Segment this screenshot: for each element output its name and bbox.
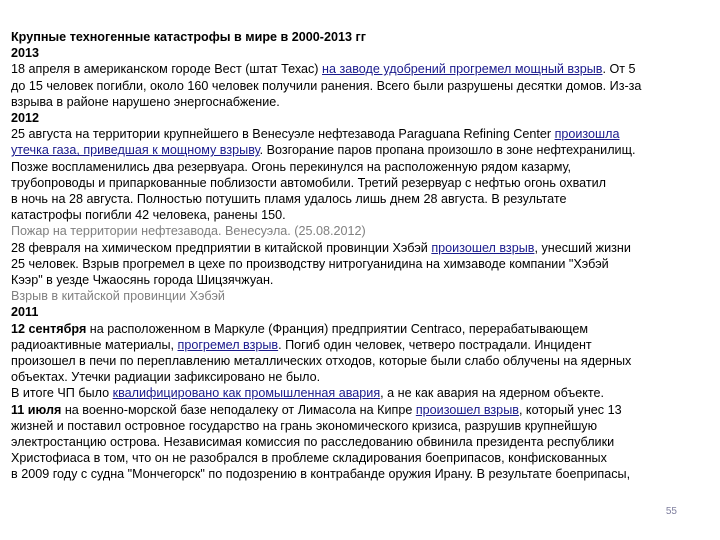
text-line: произошел в печи по переплавлению металлических отходов, которые были слабо облучены на ядерных [11,354,632,369]
text-line: Кээр" в уезде Чжаосянь города Шицзячжуан. [11,273,274,288]
date-label: 11 июля [11,402,62,417]
text-span: . От 5 [602,62,636,77]
text-line: объектах. Утечки радиации зафиксировано не было. [11,370,321,385]
text-span: В итоге ЧП было [11,386,113,401]
text-span: радиоактивные материалы, [11,337,178,352]
year-heading-2012: 2012 [11,111,40,126]
text-line: катастрофы погибли 42 человека, ранены 150. [11,208,286,223]
link-hebei-explosion[interactable]: произошел взрыв [431,240,535,255]
text-line: трубопроводы и припаркованные поблизости автомобили. Третий резервуар с нефтью огонь охватил [11,175,607,190]
text-line: Христофиаса в том, что он не разобрался в проблеме складирования боеприпасов, конфискованных [11,451,607,466]
paragraph-2011-cyprus [11,402,713,483]
link-industrial-accident[interactable]: квалифицировано как промышленная авария [112,386,381,401]
text-span: , унесший жизни [534,240,631,255]
image-caption-hebei: Взрыв в китайской провинции Хэбэй [11,289,225,304]
paragraph-2013 [11,61,713,110]
text-line: до 15 человек погибли, около 160 человек получили ранения. Всего были разрушены десятки домов. Из-за [11,78,642,93]
text-line: Позже воспламенились два резервуара. Огонь перекинулся на расположенную рядом казарму, [11,159,572,174]
text-line: в 2009 году с судна "Мончегорск" по подозрению в контрабанде оружия Ирану. В результате боеприпасы, [11,467,631,482]
text-span: . Погиб один человек, четверо пострадали. Инцидент [278,337,592,352]
page-number: 55 [665,506,677,517]
text-span: на расположенном в Маркуле (Франция) предприятии Centraco, перерабатывающем [86,321,589,336]
text-line: жизней и поставил островное государство на грань экономического кризиса, разрушив крупнейшую [11,418,598,433]
paragraph-2011-france [11,321,713,402]
text-line: взрыва в районе нарушено энергоснабжение. [11,94,280,109]
text-span: 28 февраля на химическом предприятии в китайской провинции Хэбэй [11,240,432,255]
date-label: 12 сентября [11,321,87,336]
text-line: в ночь на 28 августа. Полностью потушить пламя удалось лишь днем 28 августа. В результате [11,192,567,207]
image-caption-venezuela: Пожар на территории нефтезавода. Венесуэла. (25.08.2012) [11,224,366,239]
link-centraco-explosion[interactable]: прогремел взрыв [177,337,279,352]
link-cyprus-explosion[interactable]: произошел взрыв [415,402,519,417]
link-fertilizer-plant-explosion[interactable]: на заводе удобрений прогремел мощный взрыв [322,62,603,77]
paragraph-2012-china [11,240,713,289]
link-gas-leak-continued[interactable]: утечка газа, приведшая к мощному взрыву [11,143,260,158]
text-span: 18 апреля в американском городе Вест (штат Техас) [11,62,322,77]
document-body [11,29,713,483]
text-span: , который унес 13 [518,402,622,417]
text-line: электростанцию острова. Независимая комиссия по расследованию обвинила президента республики [11,435,615,450]
text-span: . Возгорание паров пропана произошло в зоне нефтехранилищ. [259,143,636,158]
text-line: 25 человек. Взрыв прогремел в цехе по производству нитрогуанидина на химзаводе компании "Хэбэй [11,256,609,271]
text-span: на военно-морской базе неподалеку от Лимасола на Кипре [61,402,416,417]
paragraph-2012-venezuela [11,126,713,223]
document-title: Крупные техногенные катастрофы в мире в 2000-2013 гг [11,30,366,44]
text-span: , а не как авария на ядерном объекте. [380,386,605,401]
text-span: 25 августа на территории крупнейшего в Венесуэле нефтезавода Paraguana Refining Center [11,127,555,142]
link-gas-leak[interactable]: произошла [554,127,620,142]
year-heading-2013: 2013 [11,46,40,61]
year-heading-2011: 2011 [11,305,39,320]
